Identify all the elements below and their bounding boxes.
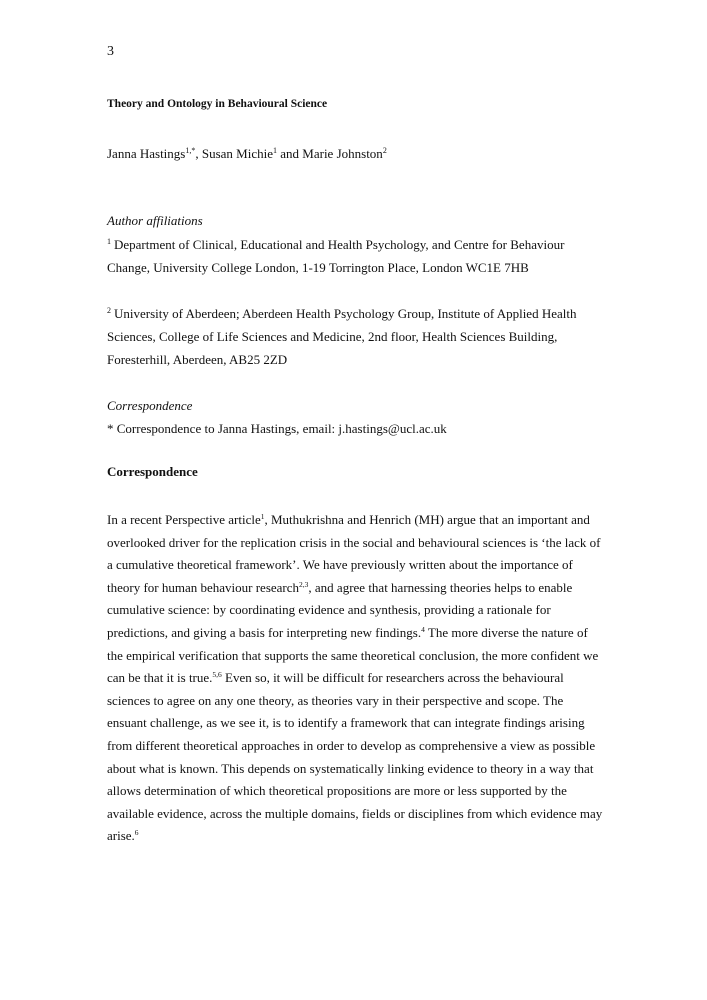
citation-marker: 1 bbox=[260, 512, 265, 521]
body-text-run: The more diverse the nature of the empirical verification that supports the same theoretical conclusion, the more confident we can be that it is true. bbox=[107, 624, 599, 686]
author-separator: , bbox=[195, 146, 202, 161]
affiliations-label: Author affiliations bbox=[107, 213, 203, 228]
body-text-run: Even so, it will be difficult for researchers across the behavioural sciences to agree on any one theory, as theories vary in their perspective and scope. The ensuant challenge, as we see it, is to identify a framework that can integrate findings arising from different theoretical approaches in order to develop as comprehensive a view as possible about what is known. This depends on systematically linking evidence to theory in a way that allows determination of which theoretical propositions are more or less supported by the available evidence, across the multiple domains, fields or disciplines from which evidence may arise. bbox=[107, 670, 603, 844]
affiliation-2 bbox=[107, 302, 601, 371]
author-name: Janna Hastings bbox=[107, 146, 186, 161]
affiliation-marker: 1 bbox=[107, 237, 111, 246]
correspondence-label: Correspondence bbox=[107, 398, 193, 413]
affiliation-1 bbox=[107, 233, 601, 279]
author-affiliation-marker: 1 bbox=[273, 146, 277, 155]
body-text-run: In a recent Perspective article bbox=[107, 512, 261, 527]
citation-marker: 5,6 bbox=[212, 670, 222, 680]
section-heading: Correspondence bbox=[107, 464, 198, 479]
author-name: Susan Michie bbox=[201, 146, 273, 161]
author-affiliation-marker: 2 bbox=[382, 146, 387, 155]
author-affiliation-marker: 1,* bbox=[185, 146, 196, 155]
page-number: 3 bbox=[107, 44, 114, 59]
author-name: Marie Johnston bbox=[302, 146, 383, 161]
body-text-run: , and agree that harnessing theories helps to enable cumulative science: by coordinating evidence and synthesis, providing a rationale for predictions, and giving a basis for interpreting new findings. bbox=[107, 579, 573, 640]
citation-marker: 4 bbox=[421, 624, 425, 634]
citation-marker: 2,3 bbox=[299, 579, 309, 589]
affiliation-marker: 2 bbox=[107, 306, 111, 315]
citation-marker: 6 bbox=[134, 828, 139, 838]
author-separator: and bbox=[277, 146, 303, 161]
affiliation-text: University of Aberdeen; Aberdeen Health Psychology Group, Institute of Applied Health Sciences, College of Life Sciences and Medicine, 2nd floor, Health Sciences Building, Foresterhill, Aberdeen, AB25 2ZD bbox=[107, 306, 577, 367]
author-list bbox=[107, 146, 601, 162]
correspondence-email-line: * Correspondence to Janna Hastings, email: j.hastings@ucl.ac.uk bbox=[107, 421, 447, 436]
body-text-run: , Muthukrishna and Henrich (MH) argue that an important and overlooked driver for the replication crisis in the social and behavioural sciences is ‘the lack of a cumulative theoretical framework’. We have previously written about the importance of theory for human behaviour research bbox=[107, 512, 601, 595]
affiliation-text: Department of Clinical, Educational and Health Psychology, and Centre for Behaviour Change, University College London, 1-19 Torrington Place, London WC1E 7HB bbox=[107, 237, 565, 275]
paper-title: Theory and Ontology in Behavioural Science bbox=[107, 98, 328, 110]
body-paragraph bbox=[107, 509, 603, 848]
